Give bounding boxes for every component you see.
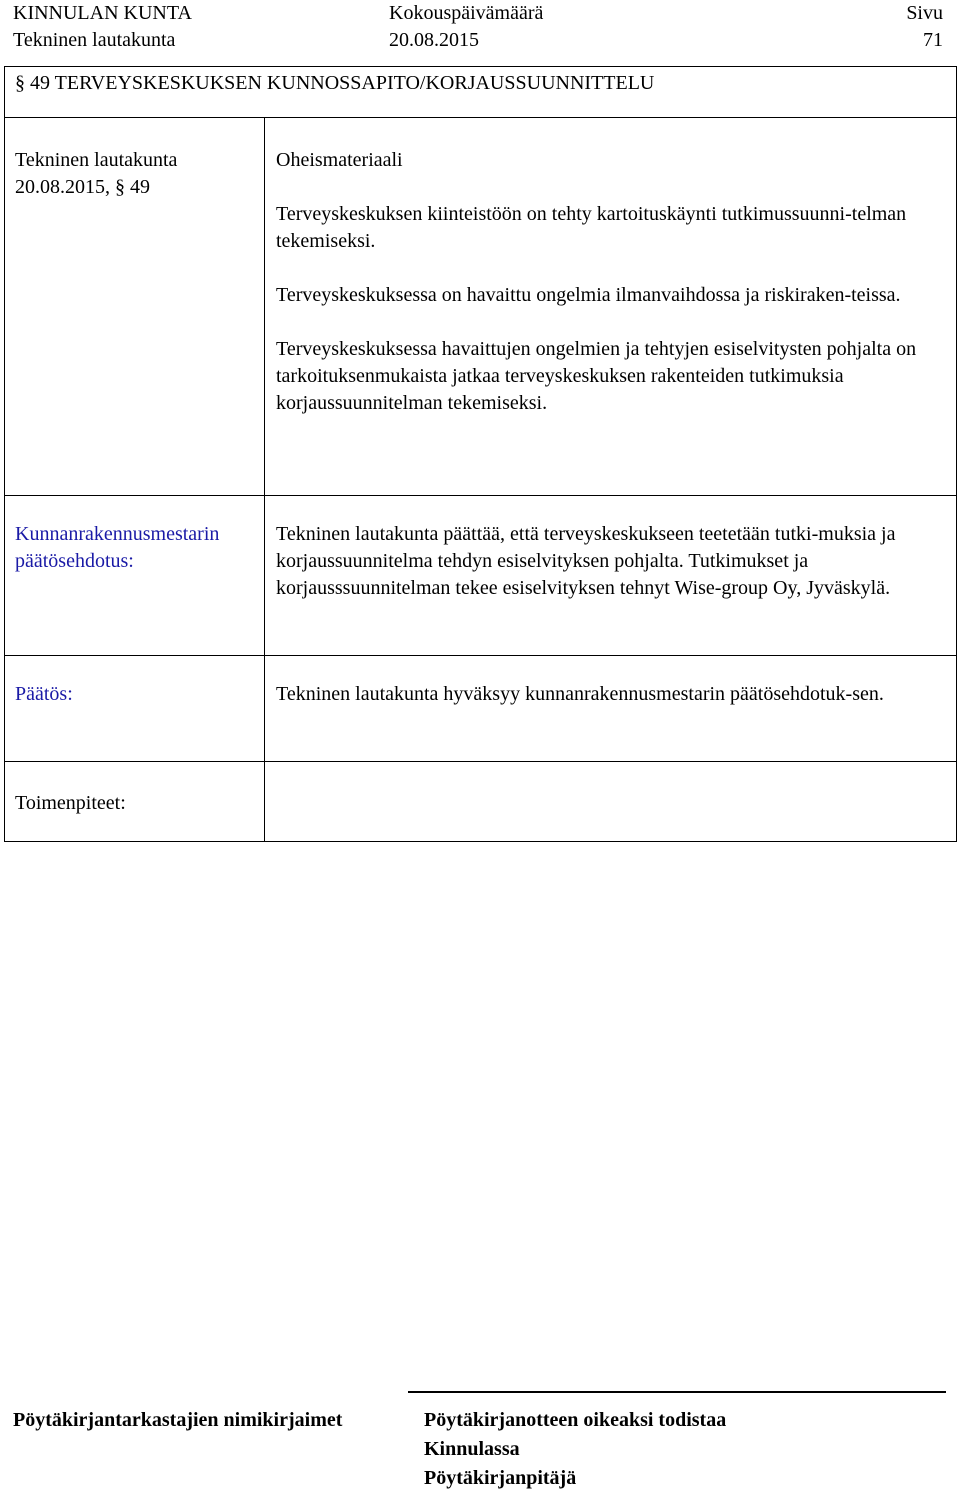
row-divider-proposal bbox=[5, 495, 956, 496]
certify-line-2: Kinnulassa bbox=[424, 1438, 520, 1460]
meeting-date: 20.08.2015 bbox=[389, 29, 479, 51]
proposal-label-line1: Kunnanrakennusmestarin bbox=[15, 523, 220, 545]
preparation-date-section: 20.08.2015, § 49 bbox=[15, 176, 150, 198]
footer-signatures-label: Pöytäkirjantarkastajien nimikirjaimet bbox=[13, 1409, 343, 1431]
header-col-date bbox=[389, 0, 543, 54]
preparation-label bbox=[15, 147, 260, 201]
header-col-org bbox=[13, 0, 192, 54]
decision-label: Päätös: bbox=[15, 683, 73, 705]
page-number: 71 bbox=[923, 29, 943, 51]
decision-text: Tekninen lautakunta hyväksyy kunnanrakennusmestarin päätösehdotuk-sen. bbox=[276, 683, 884, 705]
page-label: Sivu bbox=[906, 2, 943, 24]
row-divider-actions bbox=[5, 761, 956, 762]
preparation-paragraph-3: Terveyskeskuksessa havaittujen ongelmien ja tehtyjen esiselvitysten pohjalta on tarkoituksenmukaista jatkaa terveyskeskuksen rakenteiden tutkimuksia korjaussuunnitelman tekemiseksi. bbox=[276, 338, 917, 414]
footer-rule bbox=[408, 1391, 946, 1393]
preparation-content bbox=[276, 147, 946, 417]
preparation-paragraph-1: Terveyskeskuksen kiinteistöön on tehty kartoituskäynti tutkimussuunni-telman tekemiseksi. bbox=[276, 203, 907, 252]
actions-label: Toimenpiteet: bbox=[15, 792, 126, 814]
certify-line-3: Pöytäkirjanpitäjä bbox=[424, 1467, 577, 1489]
row-divider-decision bbox=[5, 655, 956, 656]
proposal-text: Tekninen lautakunta päättää, että terveyskeskukseen teetetään tutki-muksia ja korjaussuunnitelma tehdyn esiselvityksen pohjalta. Tutkimukset ja korjausssuunnitelman tekee esiselvityksen tehnyt Wise-group Oy, Jyväskylä. bbox=[276, 523, 896, 599]
attachments-label: Oheismateriaali bbox=[276, 149, 403, 171]
section-title: § 49 TERVEYSKESKUKSEN KUNNOSSAPITO/KORJAUSSUUNNITTELU bbox=[15, 72, 655, 94]
proposal-label bbox=[15, 521, 260, 575]
preparation-board: Tekninen lautakunta bbox=[15, 149, 178, 171]
header-col-page bbox=[906, 0, 943, 54]
certify-line-1: Pöytäkirjanotteen oikeaksi todistaa bbox=[424, 1409, 727, 1431]
preparation-paragraph-2: Terveyskeskuksessa on havaittu ongelmia ilmanvaihdossa ja riskiraken-teissa. bbox=[276, 284, 901, 306]
municipality-name: KINNULAN KUNTA bbox=[13, 2, 192, 24]
board-name: Tekninen lautakunta bbox=[13, 29, 176, 51]
footer-certification bbox=[424, 1406, 726, 1493]
column-divider bbox=[264, 117, 265, 841]
meeting-date-label: Kokouspäivämäärä bbox=[389, 2, 544, 24]
section-title-row bbox=[5, 67, 956, 118]
proposal-label-line2: päätösehdotus: bbox=[15, 550, 134, 572]
minutes-table bbox=[4, 66, 957, 842]
